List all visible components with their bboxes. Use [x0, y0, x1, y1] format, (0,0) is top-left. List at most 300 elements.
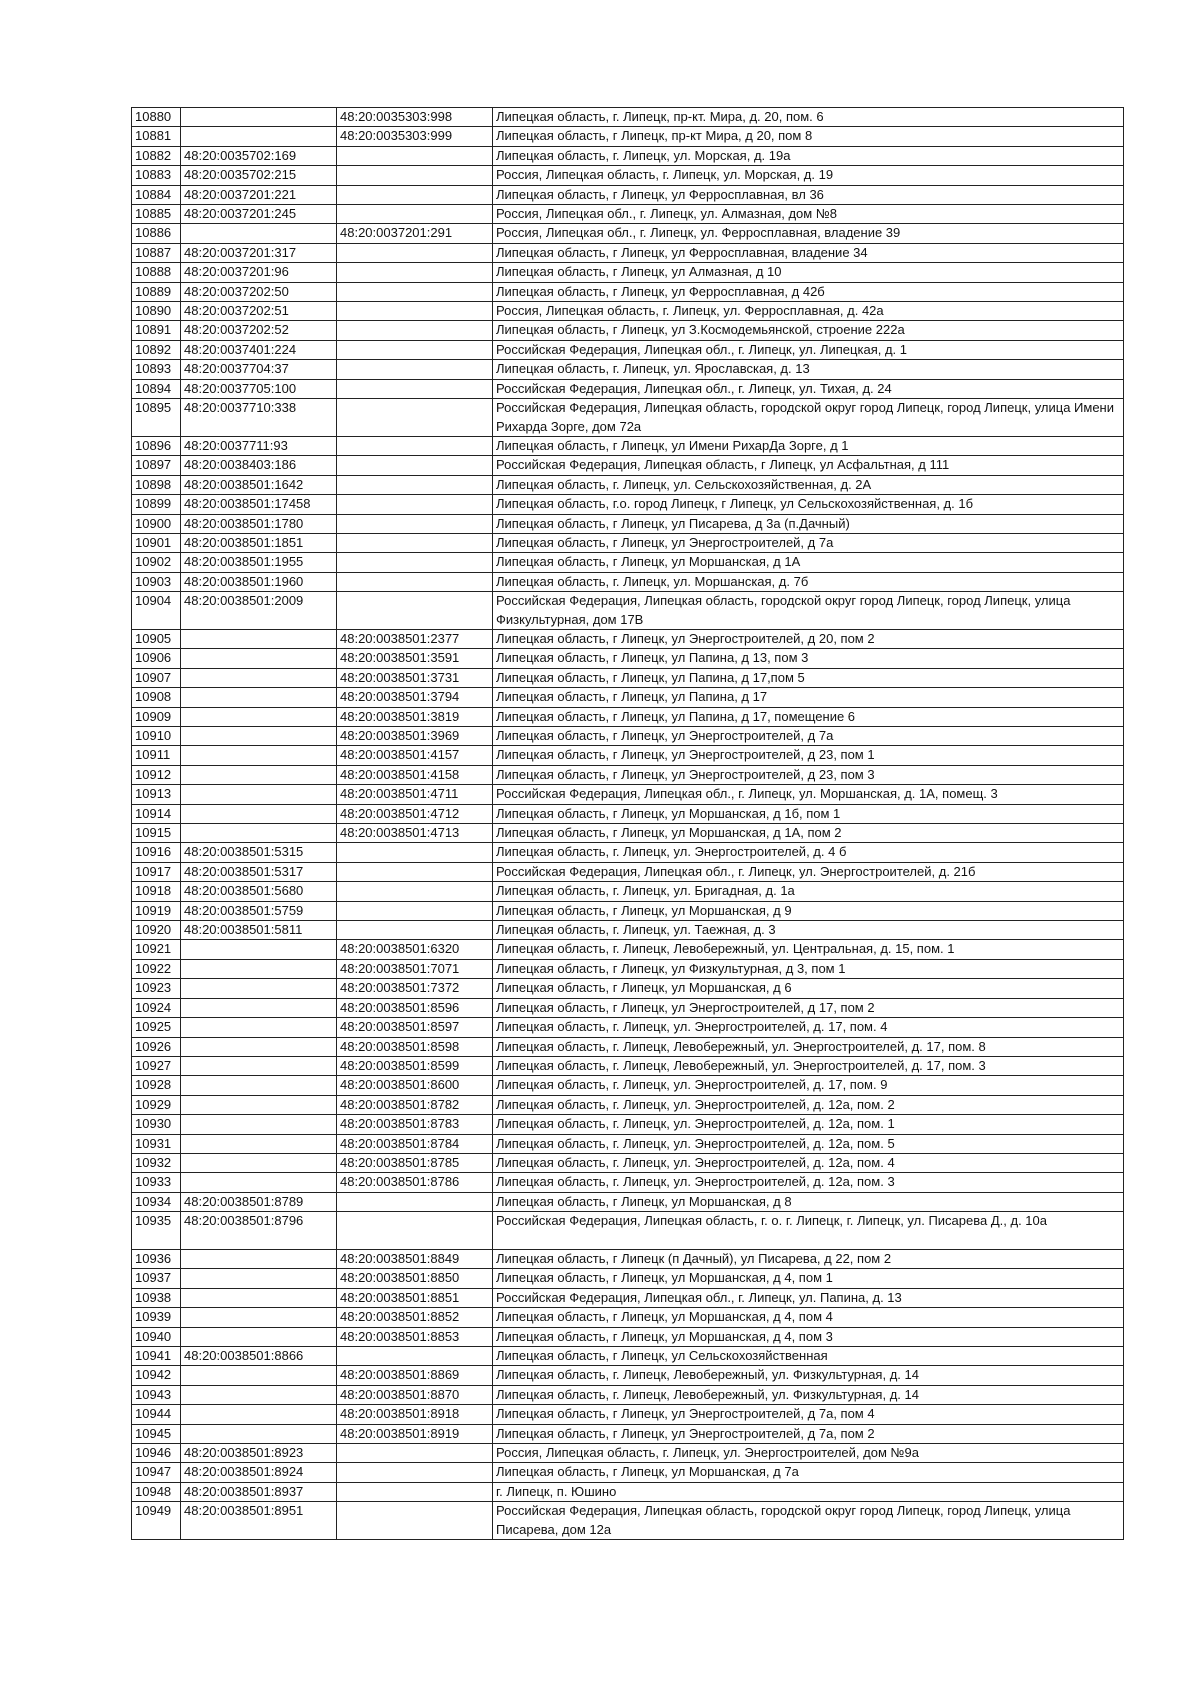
cadastral-number-cell: 48:20:0035702:215 [181, 166, 337, 185]
address-cell: Липецкая область, г. Липецк, ул. Морская, д. 19а [493, 146, 1124, 165]
cadastral-number-cell: 48:20:0037710:338 [181, 399, 337, 437]
premises-cadastral-number-cell: 48:20:0038501:8597 [337, 1018, 493, 1037]
address-cell: Липецкая область, г. Липецк, Левобережный, ул. Центральная, д. 15, пом. 1 [493, 940, 1124, 959]
cadastral-table [131, 107, 1124, 1540]
row-number-cell: 10949 [132, 1502, 181, 1540]
table-row [132, 1095, 1124, 1114]
premises-cadastral-number-cell: 48:20:0038501:8785 [337, 1153, 493, 1172]
premises-cadastral-number-cell [337, 340, 493, 359]
row-number-cell: 10936 [132, 1249, 181, 1268]
premises-cadastral-number-cell [337, 379, 493, 398]
premises-cadastral-number-cell: 48:20:0035303:999 [337, 127, 493, 146]
table-row [132, 205, 1124, 224]
row-number-cell: 10948 [132, 1482, 181, 1501]
table-row [132, 785, 1124, 804]
row-number-cell: 10913 [132, 785, 181, 804]
premises-cadastral-number-cell [337, 205, 493, 224]
address-cell: Липецкая область, г Липецк, ул Моршанская, д 4, пом 1 [493, 1269, 1124, 1288]
premises-cadastral-number-cell [337, 360, 493, 379]
table-row [132, 360, 1124, 379]
table-row [132, 804, 1124, 823]
premises-cadastral-number-cell [337, 166, 493, 185]
cadastral-number-cell: 48:20:0037201:317 [181, 243, 337, 262]
address-cell: Липецкая область, г Липецк, ул Энергостроителей, д 7а, пом 2 [493, 1424, 1124, 1443]
premises-cadastral-number-cell [337, 321, 493, 340]
premises-cadastral-number-cell [337, 553, 493, 572]
table-row [132, 1288, 1124, 1307]
table-row [132, 1153, 1124, 1172]
row-number-cell: 10929 [132, 1095, 181, 1114]
premises-cadastral-number-cell: 48:20:0038501:8918 [337, 1405, 493, 1424]
address-cell: Липецкая область, г Липецк, ул Энергостроителей, д 23, пом 3 [493, 765, 1124, 784]
row-number-cell: 10881 [132, 127, 181, 146]
table-row [132, 166, 1124, 185]
cadastral-number-cell [181, 959, 337, 978]
table-row [132, 340, 1124, 359]
row-number-cell: 10920 [132, 921, 181, 940]
premises-cadastral-number-cell [337, 1482, 493, 1501]
table-row [132, 998, 1124, 1017]
address-cell: г. Липецк, п. Юшино [493, 1482, 1124, 1501]
cadastral-number-cell [181, 1173, 337, 1192]
row-number-cell: 10897 [132, 456, 181, 475]
table-row [132, 282, 1124, 301]
row-number-cell: 10884 [132, 185, 181, 204]
row-number-cell: 10886 [132, 224, 181, 243]
cadastral-number-cell [181, 1037, 337, 1056]
premises-cadastral-number-cell [337, 533, 493, 552]
address-cell: Липецкая область, г. Липецк, ул. Энергостроителей, д. 12а, пом. 1 [493, 1115, 1124, 1134]
address-cell: Липецкая область, г Липецк, ул Моршанская, д 1А [493, 553, 1124, 572]
row-number-cell: 10914 [132, 804, 181, 823]
cadastral-number-cell [181, 224, 337, 243]
cadastral-number-cell [181, 668, 337, 687]
row-number-cell: 10908 [132, 688, 181, 707]
address-cell: Липецкая область, г Липецк, ул Энергостроителей, д 7а [493, 533, 1124, 552]
cadastral-number-cell [181, 707, 337, 726]
row-number-cell: 10912 [132, 765, 181, 784]
table-row [132, 1424, 1124, 1443]
address-cell: Российская Федерация, Липецкая обл., г. Липецк, ул. Липецкая, д. 1 [493, 340, 1124, 359]
table-row [132, 379, 1124, 398]
row-number-cell: 10907 [132, 668, 181, 687]
address-cell: Липецкая область, г. Липецк, ул. Сельскохозяйственная, д. 2А [493, 475, 1124, 494]
address-cell: Липецкая область, г Липецк, ул Папина, д 17 [493, 688, 1124, 707]
cadastral-number-cell [181, 785, 337, 804]
premises-cadastral-number-cell: 48:20:0038501:8869 [337, 1366, 493, 1385]
table-row [132, 495, 1124, 514]
premises-cadastral-number-cell: 48:20:0038501:8870 [337, 1385, 493, 1404]
table-row [132, 921, 1124, 940]
row-number-cell: 10932 [132, 1153, 181, 1172]
address-cell: Липецкая область, г. Липецк, ул. Бригадная, д. 1а [493, 882, 1124, 901]
premises-cadastral-number-cell [337, 921, 493, 940]
address-cell: Липецкая область, г Липецк, ул Писарева, д 3а (п.Дачный) [493, 514, 1124, 533]
premises-cadastral-number-cell: 48:20:0038501:3731 [337, 668, 493, 687]
row-number-cell: 10940 [132, 1327, 181, 1346]
cadastral-number-cell [181, 1056, 337, 1075]
address-cell: Липецкая область, г Липецк, ул Моршанская, д 7а [493, 1463, 1124, 1482]
address-cell: Россия, Липецкая область, г. Липецк, ул. Ферросплавная, д. 42а [493, 302, 1124, 321]
address-cell: Липецкая область, г Липецк, ул Энергостроителей, д 17, пом 2 [493, 998, 1124, 1017]
table-row [132, 263, 1124, 282]
cadastral-number-cell: 48:20:0038501:1780 [181, 514, 337, 533]
premises-cadastral-number-cell [337, 475, 493, 494]
table-row [132, 765, 1124, 784]
cadastral-number-cell: 48:20:0035702:169 [181, 146, 337, 165]
row-number-cell: 10923 [132, 979, 181, 998]
table-row [132, 243, 1124, 262]
premises-cadastral-number-cell [337, 399, 493, 437]
table-row [132, 1037, 1124, 1056]
row-number-cell: 10916 [132, 843, 181, 862]
row-number-cell: 10915 [132, 824, 181, 843]
cadastral-number-cell: 48:20:0037201:245 [181, 205, 337, 224]
table-row [132, 1249, 1124, 1268]
premises-cadastral-number-cell: 48:20:0038501:6320 [337, 940, 493, 959]
premises-cadastral-number-cell: 48:20:0038501:8851 [337, 1288, 493, 1307]
cadastral-number-cell [181, 127, 337, 146]
row-number-cell: 10926 [132, 1037, 181, 1056]
row-number-cell: 10917 [132, 862, 181, 881]
address-cell: Липецкая область, г Липецк, ул Ферросплавная, вл 36 [493, 185, 1124, 204]
table-row [132, 533, 1124, 552]
premises-cadastral-number-cell: 48:20:0038501:8600 [337, 1076, 493, 1095]
cadastral-number-cell [181, 1405, 337, 1424]
table-row [132, 1444, 1124, 1463]
table-row [132, 592, 1124, 630]
table-body [132, 108, 1124, 1540]
table-row [132, 746, 1124, 765]
cadastral-number-cell: 48:20:0038501:8951 [181, 1502, 337, 1540]
table-row [132, 1192, 1124, 1211]
row-number-cell: 10889 [132, 282, 181, 301]
table-row [132, 1115, 1124, 1134]
premises-cadastral-number-cell: 48:20:0038501:8919 [337, 1424, 493, 1443]
row-number-cell: 10885 [132, 205, 181, 224]
premises-cadastral-number-cell: 48:20:0038501:8784 [337, 1134, 493, 1153]
premises-cadastral-number-cell: 48:20:0035303:998 [337, 108, 493, 127]
cadastral-number-cell: 48:20:0037202:51 [181, 302, 337, 321]
address-cell: Российская Федерация, Липецкая обл., г. Липецк, ул. Энергостроителей, д. 21б [493, 862, 1124, 881]
row-number-cell: 10891 [132, 321, 181, 340]
table-row [132, 1269, 1124, 1288]
address-cell: Липецкая область, г Липецк, ул Папина, д 13, пом 3 [493, 649, 1124, 668]
address-cell: Липецкая область, г. Липецк, Левобережный, ул. Физкультурная, д. 14 [493, 1385, 1124, 1404]
table-row [132, 959, 1124, 978]
premises-cadastral-number-cell [337, 243, 493, 262]
premises-cadastral-number-cell [337, 843, 493, 862]
premises-cadastral-number-cell: 48:20:0038501:7372 [337, 979, 493, 998]
address-cell: Липецкая область, г. Липецк, ул. Энергостроителей, д. 12а, пом. 5 [493, 1134, 1124, 1153]
row-number-cell: 10925 [132, 1018, 181, 1037]
premises-cadastral-number-cell: 48:20:0038501:8599 [337, 1056, 493, 1075]
row-number-cell: 10900 [132, 514, 181, 533]
table-row [132, 629, 1124, 648]
address-cell: Липецкая область, г Липецк, ул Энергостроителей, д 7а, пом 4 [493, 1405, 1124, 1424]
address-cell: Липецкая область, г Липецк, ул Моршанская, д 1б, пом 1 [493, 804, 1124, 823]
address-cell: Россия, Липецкая обл., г. Липецк, ул. Алмазная, дом №8 [493, 205, 1124, 224]
table-row [132, 979, 1124, 998]
cadastral-number-cell: 48:20:0038501:8866 [181, 1347, 337, 1366]
premises-cadastral-number-cell [337, 514, 493, 533]
row-number-cell: 10883 [132, 166, 181, 185]
premises-cadastral-number-cell: 48:20:0038501:8786 [337, 1173, 493, 1192]
table-row [132, 185, 1124, 204]
table-row [132, 668, 1124, 687]
cadastral-number-cell [181, 746, 337, 765]
address-cell: Липецкая область, г. Липецк, ул. Таежная, д. 3 [493, 921, 1124, 940]
address-cell: Липецкая область, г. Липецк, пр-кт. Мира, д. 20, пом. 6 [493, 108, 1124, 127]
table-row [132, 843, 1124, 862]
address-cell: Липецкая область, г. Липецк, ул. Ярославская, д. 13 [493, 360, 1124, 379]
address-cell: Липецкая область, г Липецк, ул Ферросплавная, д 42б [493, 282, 1124, 301]
premises-cadastral-number-cell [337, 263, 493, 282]
row-number-cell: 10890 [132, 302, 181, 321]
cadastral-number-cell [181, 1269, 337, 1288]
address-cell: Липецкая область, г. Липецк, ул. Энергостроителей, д. 12а, пом. 2 [493, 1095, 1124, 1114]
premises-cadastral-number-cell [337, 282, 493, 301]
premises-cadastral-number-cell: 48:20:0038501:8853 [337, 1327, 493, 1346]
address-cell: Липецкая область, г. Липецк, ул. Энергостроителей, д. 12а, пом. 3 [493, 1173, 1124, 1192]
table-row [132, 399, 1124, 437]
address-cell: Российская Федерация, Липецкая область, городской округ город Липецк, город Липецк, улица Физкультурная, дом 17В [493, 592, 1124, 630]
premises-cadastral-number-cell [337, 572, 493, 591]
cadastral-number-cell: 48:20:0037705:100 [181, 379, 337, 398]
cadastral-number-cell [181, 1308, 337, 1327]
cadastral-number-cell: 48:20:0037201:96 [181, 263, 337, 282]
address-cell: Липецкая область, г Липецк, ул Имени РихарДа Зорге, д 1 [493, 436, 1124, 455]
premises-cadastral-number-cell [337, 456, 493, 475]
row-number-cell: 10910 [132, 727, 181, 746]
row-number-cell: 10946 [132, 1444, 181, 1463]
table-row [132, 127, 1124, 146]
address-cell: Липецкая область, г Липецк (п Дачный), ул Писарева, д 22, пом 2 [493, 1249, 1124, 1268]
table-row [132, 1366, 1124, 1385]
table-row [132, 824, 1124, 843]
row-number-cell: 10903 [132, 572, 181, 591]
cadastral-number-cell [181, 824, 337, 843]
table-row [132, 882, 1124, 901]
cadastral-number-cell [181, 1424, 337, 1443]
row-number-cell: 10898 [132, 475, 181, 494]
row-number-cell: 10904 [132, 592, 181, 630]
cadastral-number-cell: 48:20:0038501:8937 [181, 1482, 337, 1501]
address-cell: Липецкая область, г Липецк, ул Моршанская, д 8 [493, 1192, 1124, 1211]
cadastral-number-cell [181, 1018, 337, 1037]
premises-cadastral-number-cell [337, 185, 493, 204]
table-row [132, 302, 1124, 321]
address-cell: Липецкая область, г.о. город Липецк, г Липецк, ул Сельскохозяйственная, д. 1б [493, 495, 1124, 514]
premises-cadastral-number-cell: 48:20:0037201:291 [337, 224, 493, 243]
cadastral-number-cell [181, 979, 337, 998]
table-row [132, 862, 1124, 881]
cadastral-number-cell: 48:20:0038501:2009 [181, 592, 337, 630]
address-cell: Липецкая область, г Липецк, ул Моршанская, д 9 [493, 901, 1124, 920]
address-cell: Липецкая область, г. Липецк, ул. Моршанская, д. 7б [493, 572, 1124, 591]
premises-cadastral-number-cell: 48:20:0038501:2377 [337, 629, 493, 648]
cadastral-number-cell [181, 1366, 337, 1385]
premises-cadastral-number-cell: 48:20:0038501:8782 [337, 1095, 493, 1114]
address-cell: Липецкая область, г Липецк, ул Энергостроителей, д 20, пом 2 [493, 629, 1124, 648]
cadastral-number-cell [181, 1288, 337, 1307]
address-cell: Липецкая область, г Липецк, ул Сельскохозяйственная [493, 1347, 1124, 1366]
address-cell: Российская Федерация, Липецкая обл., г. Липецк, ул. Тихая, д. 24 [493, 379, 1124, 398]
row-number-cell: 10893 [132, 360, 181, 379]
cadastral-number-cell: 48:20:0038501:8924 [181, 1463, 337, 1482]
table-row [132, 553, 1124, 572]
address-cell: Липецкая область, г. Липецк, ул. Энергостроителей, д. 17, пом. 9 [493, 1076, 1124, 1095]
row-number-cell: 10941 [132, 1347, 181, 1366]
premises-cadastral-number-cell [337, 1192, 493, 1211]
cadastral-number-cell [181, 108, 337, 127]
row-number-cell: 10922 [132, 959, 181, 978]
premises-cadastral-number-cell [337, 1347, 493, 1366]
row-number-cell: 10934 [132, 1192, 181, 1211]
cadastral-number-cell [181, 1095, 337, 1114]
address-cell: Российская Федерация, Липецкая обл., г. Липецк, ул. Папина, д. 13 [493, 1288, 1124, 1307]
row-number-cell: 10909 [132, 707, 181, 726]
address-cell: Липецкая область, г Липецк, пр-кт Мира, д 20, пом 8 [493, 127, 1124, 146]
premises-cadastral-number-cell [337, 901, 493, 920]
address-cell: Россия, Липецкая обл., г. Липецк, ул. Ферросплавная, владение 39 [493, 224, 1124, 243]
premises-cadastral-number-cell [337, 882, 493, 901]
premises-cadastral-number-cell: 48:20:0038501:4713 [337, 824, 493, 843]
premises-cadastral-number-cell: 48:20:0038501:3591 [337, 649, 493, 668]
row-number-cell: 10937 [132, 1269, 181, 1288]
cadastral-number-cell: 48:20:0037202:52 [181, 321, 337, 340]
premises-cadastral-number-cell [337, 1463, 493, 1482]
premises-cadastral-number-cell: 48:20:0038501:4711 [337, 785, 493, 804]
table-row [132, 1482, 1124, 1501]
table-row [132, 1056, 1124, 1075]
table-row [132, 1018, 1124, 1037]
cadastral-number-cell: 48:20:0038501:1642 [181, 475, 337, 494]
row-number-cell: 10888 [132, 263, 181, 282]
row-number-cell: 10906 [132, 649, 181, 668]
premises-cadastral-number-cell: 48:20:0038501:8852 [337, 1308, 493, 1327]
cadastral-number-cell [181, 629, 337, 648]
table-row [132, 1212, 1124, 1250]
table-row [132, 146, 1124, 165]
row-number-cell: 10902 [132, 553, 181, 572]
premises-cadastral-number-cell: 48:20:0038501:7071 [337, 959, 493, 978]
table-row [132, 514, 1124, 533]
table-row [132, 572, 1124, 591]
table-row [132, 1076, 1124, 1095]
address-cell: Липецкая область, г Липецк, ул Моршанская, д 4, пом 4 [493, 1308, 1124, 1327]
table-row [132, 1347, 1124, 1366]
address-cell: Липецкая область, г Липецк, ул Алмазная, д 10 [493, 263, 1124, 282]
address-cell: Липецкая область, г Липецк, ул Папина, д 17,пом 5 [493, 668, 1124, 687]
premises-cadastral-number-cell [337, 1212, 493, 1250]
row-number-cell: 10880 [132, 108, 181, 127]
premises-cadastral-number-cell: 48:20:0038501:8783 [337, 1115, 493, 1134]
premises-cadastral-number-cell [337, 862, 493, 881]
address-cell: Липецкая область, г Липецк, ул Ферросплавная, владение 34 [493, 243, 1124, 262]
row-number-cell: 10918 [132, 882, 181, 901]
cadastral-number-cell: 48:20:0037401:224 [181, 340, 337, 359]
premises-cadastral-number-cell [337, 592, 493, 630]
cadastral-number-cell: 48:20:0038501:1851 [181, 533, 337, 552]
cadastral-number-cell: 48:20:0038501:1960 [181, 572, 337, 591]
table-row [132, 649, 1124, 668]
row-number-cell: 10899 [132, 495, 181, 514]
cadastral-number-cell [181, 998, 337, 1017]
row-number-cell: 10887 [132, 243, 181, 262]
premises-cadastral-number-cell: 48:20:0038501:8598 [337, 1037, 493, 1056]
premises-cadastral-number-cell: 48:20:0038501:4712 [337, 804, 493, 823]
row-number-cell: 10911 [132, 746, 181, 765]
address-cell: Российская Федерация, Липецкая область, г Липецк, ул Асфальтная, д 111 [493, 456, 1124, 475]
address-cell: Липецкая область, г Липецк, ул Моршанская, д 4, пом 3 [493, 1327, 1124, 1346]
address-cell: Липецкая область, г Липецк, ул Моршанская, д 1А, пом 2 [493, 824, 1124, 843]
row-number-cell: 10905 [132, 629, 181, 648]
cadastral-number-cell: 48:20:0038501:5759 [181, 901, 337, 920]
address-cell: Липецкая область, г. Липецк, ул. Энергостроителей, д. 4 б [493, 843, 1124, 862]
table-row [132, 1327, 1124, 1346]
premises-cadastral-number-cell [337, 1444, 493, 1463]
premises-cadastral-number-cell: 48:20:0038501:4157 [337, 746, 493, 765]
premises-cadastral-number-cell: 48:20:0038501:3794 [337, 688, 493, 707]
row-number-cell: 10895 [132, 399, 181, 437]
cadastral-number-cell: 48:20:0037201:221 [181, 185, 337, 204]
row-number-cell: 10927 [132, 1056, 181, 1075]
table-row [132, 1385, 1124, 1404]
cadastral-number-cell: 48:20:0038501:8923 [181, 1444, 337, 1463]
address-cell: Липецкая область, г Липецк, ул Энергостроителей, д 23, пом 1 [493, 746, 1124, 765]
address-cell: Россия, Липецкая область, г. Липецк, ул. Морская, д. 19 [493, 166, 1124, 185]
table-row [132, 224, 1124, 243]
cadastral-number-cell: 48:20:0038501:5680 [181, 882, 337, 901]
cadastral-number-cell: 48:20:0038501:5315 [181, 843, 337, 862]
cadastral-number-cell [181, 1385, 337, 1404]
cadastral-number-cell [181, 940, 337, 959]
address-cell: Россия, Липецкая область, г. Липецк, ул. Энергостроителей, дом №9а [493, 1444, 1124, 1463]
address-cell: Липецкая область, г. Липецк, ул. Энергостроителей, д. 12а, пом. 4 [493, 1153, 1124, 1172]
cadastral-number-cell [181, 649, 337, 668]
cadastral-number-cell [181, 1153, 337, 1172]
cadastral-number-cell [181, 1115, 337, 1134]
table-row [132, 940, 1124, 959]
cadastral-number-cell: 48:20:0038501:5317 [181, 862, 337, 881]
cadastral-number-cell: 48:20:0038501:8796 [181, 1212, 337, 1250]
row-number-cell: 10894 [132, 379, 181, 398]
premises-cadastral-number-cell [337, 302, 493, 321]
table-row [132, 1463, 1124, 1482]
address-cell: Российская Федерация, Липецкая область, городской округ город Липецк, город Липецк, улица Писарева, дом 12а [493, 1502, 1124, 1540]
cadastral-number-cell [181, 765, 337, 784]
cadastral-number-cell: 48:20:0038501:5811 [181, 921, 337, 940]
table-row [132, 707, 1124, 726]
table-row [132, 475, 1124, 494]
address-cell: Российская Федерация, Липецкая область, городской округ город Липецк, город Липецк, улица Имени Рихарда Зорге, дом 72а [493, 399, 1124, 437]
table-row [132, 1308, 1124, 1327]
row-number-cell: 10942 [132, 1366, 181, 1385]
premises-cadastral-number-cell: 48:20:0038501:8596 [337, 998, 493, 1017]
row-number-cell: 10947 [132, 1463, 181, 1482]
row-number-cell: 10919 [132, 901, 181, 920]
cadastral-number-cell [181, 1076, 337, 1095]
cadastral-number-cell: 48:20:0038501:1955 [181, 553, 337, 572]
table-row [132, 688, 1124, 707]
cadastral-number-cell [181, 1249, 337, 1268]
premises-cadastral-number-cell: 48:20:0038501:4158 [337, 765, 493, 784]
row-number-cell: 10943 [132, 1385, 181, 1404]
cadastral-number-cell: 48:20:0038403:186 [181, 456, 337, 475]
cadastral-number-cell [181, 804, 337, 823]
cadastral-number-cell: 48:20:0037711:93 [181, 436, 337, 455]
